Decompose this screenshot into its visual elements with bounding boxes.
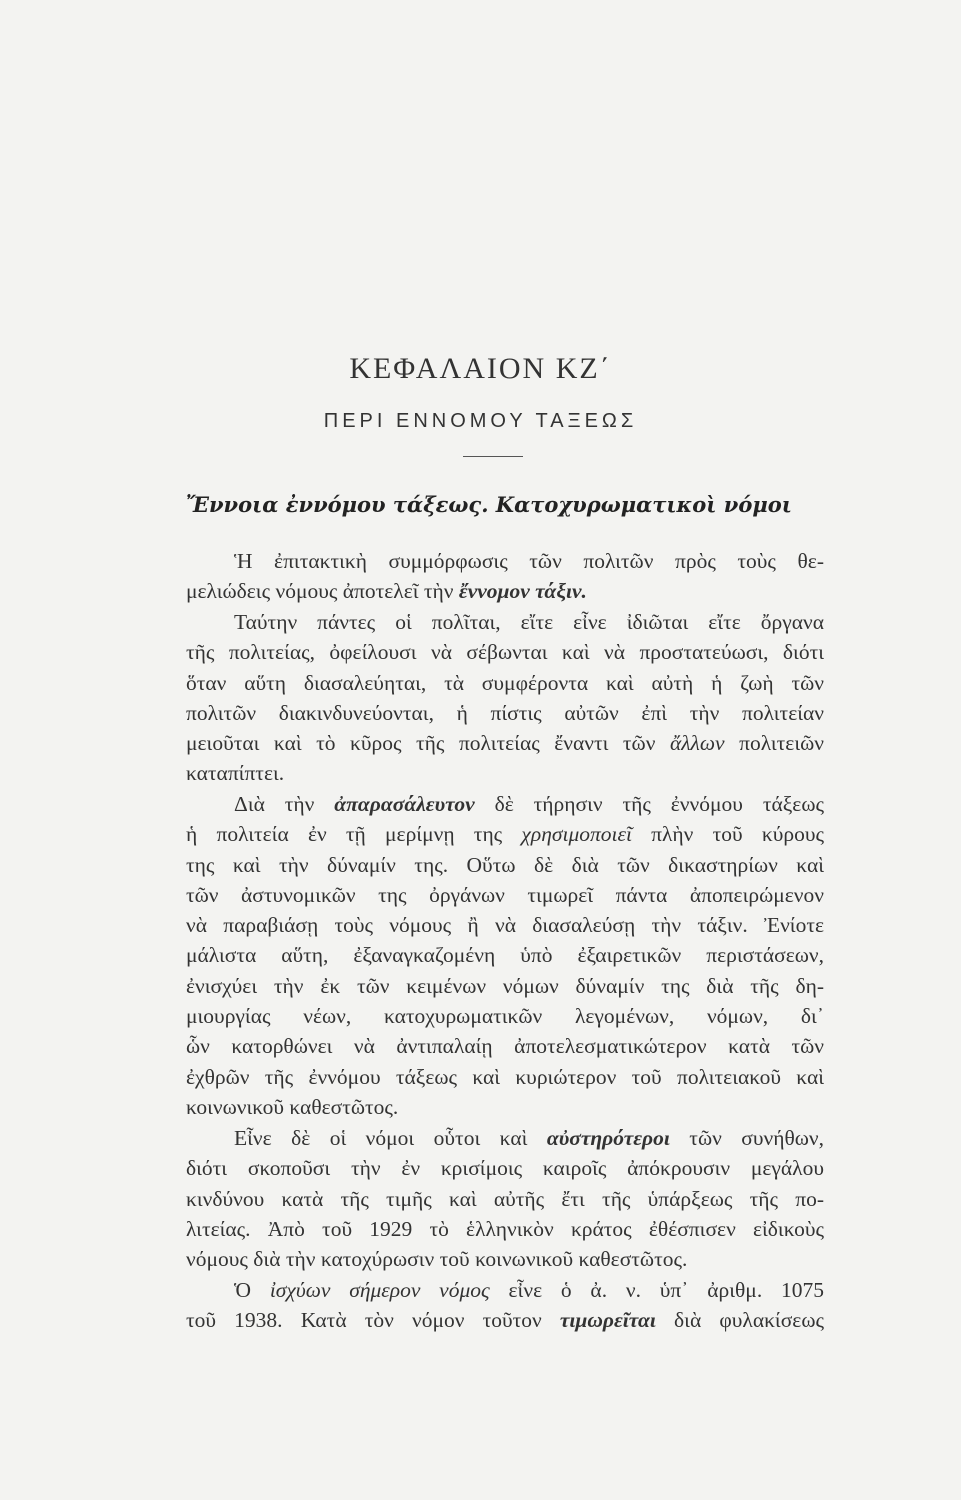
text-line: μιουργίας νέων, κατοχυρωματικῶν λεγομένων, νόμων, δι᾿ [186, 1004, 824, 1029]
text-line: τοῦ 1938. Κατὰ τὸν νόμον τοῦτον τιμωρεῖται διὰ φυλακίσεως [186, 1308, 824, 1333]
emphasis-term: ἔννομον τάξιν. [458, 579, 587, 604]
text-line: μελιώδεις νόμους ἀποτελεῖ τὴν ἔννομον τάξιν. [186, 579, 587, 604]
text-line: ὧν κατορθώνει νὰ ἀντιπαλαίῃ ἀποτελεσματικώτερον κατὰ τῶν [186, 1034, 824, 1059]
text-line: Ὁ ἰσχύων σήμερον νόμος εἶνε ὁ ἀ. ν. ὑπ᾿ ἀριθμ. 1075 [234, 1278, 824, 1302]
text-line: διότι σκοποῦσι τὴν ἐν κρισίμοις καιροῖς ἀπόκρουσιν μεγάλου [186, 1156, 824, 1181]
text-line: κοινωνικοῦ καθεστῶτος. [186, 1094, 399, 1119]
chapter-subtitle: ΠΕΡΙ ΕΝΝΟΜΟΥ ΤΑΞΕΩΣ [323, 410, 638, 432]
text-line: Ἡ ἐπιτακτικὴ συμμόρφωσις τῶν πολιτῶν πρὸς τοὺς θε- [234, 549, 824, 573]
divider-rule [463, 456, 523, 457]
emphasis-term: αὐστηρότεροι [546, 1126, 670, 1150]
chapter-title: ΚΕΦΑΛΑΙΟΝ ΚΖ΄ [349, 352, 612, 385]
text-line: ἐχθρῶν τῆς ἐννόμου τάξεως καὶ κυριώτερον τοῦ πολιτειακοῦ καὶ [186, 1064, 824, 1089]
text-line: Διὰ τὴν ἀπαρασάλευτον δὲ τήρησιν τῆς ἐννόμου τάξεως [234, 792, 824, 816]
text-line: νόμους διὰ τὴν κατοχύρωσιν τοῦ κοινωνικοῦ καθεστῶτος. [186, 1247, 688, 1272]
paragraph-4 [186, 1123, 824, 1274]
paragraph-3 [186, 789, 824, 1122]
text-line: Ταύτην πάντες οἱ πολῖται, εἴτε εἶνε ἰδιῶται εἴτε ὄργανα [234, 610, 824, 634]
text-line: Εἶνε δὲ οἱ νόμοι οὗτοι καὶ αὐστηρότεροι τῶν συνήθων, [234, 1126, 825, 1150]
text-line: μειοῦται καὶ τὸ κῦρος τῆς πολιτείας ἔναντι τῶν ἄλλων πολιτειῶν [186, 731, 824, 756]
paragraph-2 [186, 607, 824, 789]
text-line: πολιτῶν διακινδυνεύονται, ἡ πίστις αὐτῶν ἐπὶ τὴν πολιτείαν [186, 700, 824, 725]
text-line: καταπίπτει. [186, 761, 285, 786]
text-line: μάλιστα αὕτη, ἐξαναγκαζομένη ὑπὸ ἐξαιρετικῶν περιστάσεων, [186, 943, 824, 968]
text-line: ὅταν αὕτη διασαλεύηται, τὰ συμφέροντα καὶ αὐτὴ ἡ ζωὴ τῶν [186, 670, 824, 695]
emphasis-term: ἀπαρασάλευτον [334, 792, 475, 816]
emphasis-term: τιμωρεῖται [559, 1308, 656, 1333]
text-line: ἐνισχύει τὴν ἐκ τῶν κειμένων νόμων δύναμίν της διὰ τῆς δη- [186, 973, 824, 998]
text-line: κινδύνου κατὰ τῆς τιμῆς καὶ αὐτῆς ἔτι τῆς ὑπάρξεως τῆς πο- [186, 1186, 824, 1211]
paragraph-1 [186, 546, 824, 607]
section-heading: Ἔννοια ἐννόμου τάξεως. Κατοχυρωματικοὶ νόμοι [186, 492, 792, 517]
text-line: ἡ πολιτεία ἐν τῇ μερίμνῃ της χρησιμοποιεῖ πλὴν τοῦ κύρους [186, 822, 824, 847]
paragraph-5 [186, 1275, 824, 1336]
text-line: τῆς πολιτείας, ὀφείλουσι νὰ σέβωνται καὶ νὰ προστατεύωσι, διότι [186, 640, 824, 665]
text-line: τῶν ἀστυνομικῶν της ὀργάνων τιμωρεῖ πάντα ἀποπειρώμενον [186, 882, 824, 907]
text-line: της καὶ τὴν δύναμίν της. Οὕτω δὲ διὰ τῶν δικαστηρίων καὶ [186, 852, 824, 877]
text-line: νὰ παραβιάσῃ τοὺς νόμους ἢ νὰ διασαλεύσῃ τὴν τάξιν. Ἐνίοτε [186, 913, 824, 938]
text-line: λιτείας. Ἀπὸ τοῦ 1929 τὸ ἑλληνικὸν κράτος ἐθέσπισεν εἰδικοὺς [186, 1216, 824, 1241]
